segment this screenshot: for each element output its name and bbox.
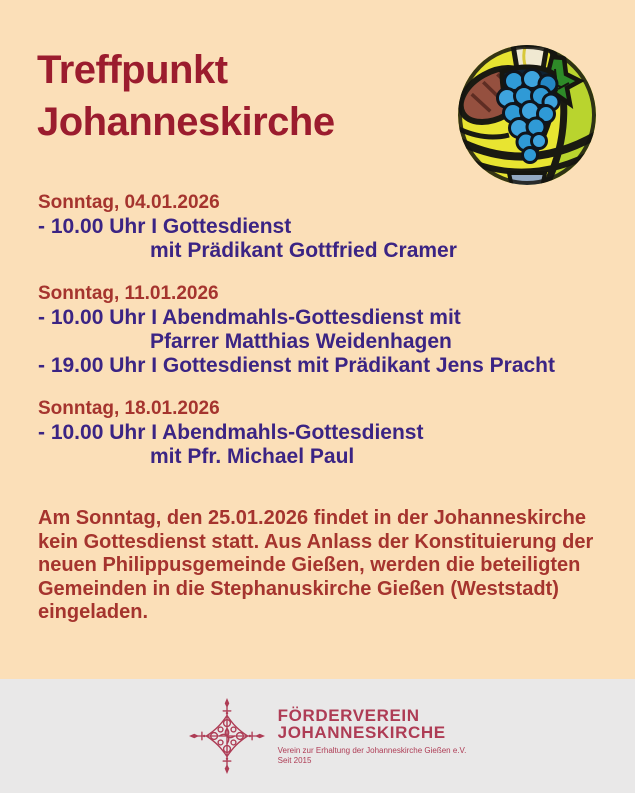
notice-line: neuen Philippusgemeinde Gießen, werden die beteiligten xyxy=(38,554,581,576)
event-line-indented: mit Pfr. Michael Paul xyxy=(150,445,355,468)
page-title xyxy=(37,44,335,148)
event-line: - 19.00 Uhr I Gottesdienst mit Prädikant Jens Pracht xyxy=(38,354,555,377)
footer xyxy=(0,679,635,793)
page-title-line-2: Johanneskirche xyxy=(37,100,335,144)
org-name-line-1: FÖRDERVEREIN xyxy=(277,705,420,725)
stained-glass-image xyxy=(457,45,597,187)
service-schedule xyxy=(38,190,618,487)
stained-glass-svg xyxy=(457,45,597,187)
event-date: Sonntag, 11.01.2026 xyxy=(38,283,219,304)
notice-text xyxy=(38,507,618,625)
notice-line: Am Sonntag, den 25.01.2026 findet in der Johanneskirche xyxy=(38,507,586,529)
event-line-indented: mit Prädikant Gottfried Cramer xyxy=(150,239,457,262)
foerderverein-logo xyxy=(189,698,467,774)
event-line: - 10.00 Uhr I Gottesdienst xyxy=(38,215,292,238)
page-title-line-1: Treffpunkt xyxy=(37,48,228,92)
event-line-indented: Pfarrer Matthias Weidenhagen xyxy=(150,330,452,353)
org-tagline: Verein zur Erhaltung der Johanneskirche Gießen e.V. xyxy=(277,745,467,755)
event-date: Sonntag, 04.01.2026 xyxy=(38,192,220,213)
schedule-section-3 xyxy=(38,396,618,469)
schedule-section-2 xyxy=(38,281,618,378)
notice-line: eingeladen. xyxy=(38,601,149,623)
org-text-block xyxy=(278,707,467,766)
ornate-cross-icon xyxy=(189,698,265,774)
org-since: Seit 2015 xyxy=(277,755,312,765)
schedule-section-1 xyxy=(38,190,618,263)
event-line: - 10.00 Uhr I Abendmahls-Gottesdienst mit xyxy=(38,306,461,329)
notice-line: kein Gottesdienst statt. Aus Anlass der Konstituierung der xyxy=(38,530,594,553)
event-date: Sonntag, 18.01.2026 xyxy=(38,398,220,419)
event-line: - 10.00 Uhr I Abendmahls-Gottesdienst xyxy=(38,421,424,444)
notice-line: Gemeinden in die Stephanuskirche Gießen (Weststadt) xyxy=(38,577,559,600)
org-name-line-2: JOHANNESKIRCHE xyxy=(277,723,446,742)
